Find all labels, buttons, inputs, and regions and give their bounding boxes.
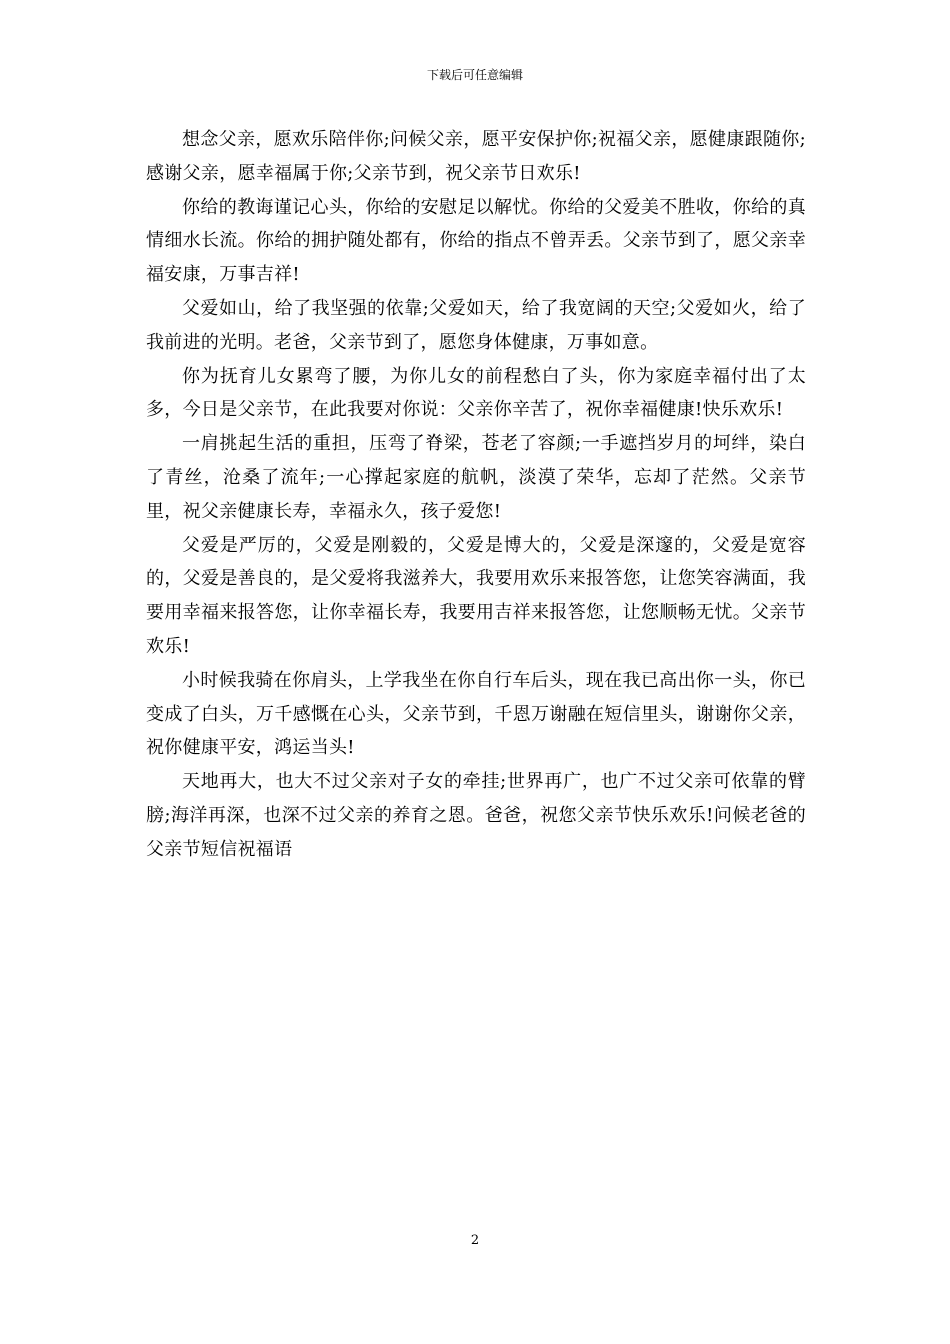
- page-number: 2: [470, 1233, 480, 1248]
- document-body: [146, 123, 806, 867]
- paragraph: 你为抚育儿女累弯了腰，为你儿女的前程愁白了头，你为家庭幸福付出了太多，今日是父亲节，在此我要对你说：父亲你辛苦了，祝你幸福健康!快乐欢乐!: [146, 365, 806, 421]
- paragraph: 想念父亲，愿欢乐陪伴你;问候父亲，愿平安保护你;祝福父亲，愿健康跟随你;感谢父亲，愿幸福属于你;父亲节到，祝父亲节日欢乐!: [146, 129, 806, 184]
- paragraph: 一肩挑起生活的重担，压弯了脊梁，苍老了容颜;一手遮挡岁月的坷绊，染白了青丝，沧桑了流年;一心撑起家庭的航帆，淡漠了荣华，忘却了茫然。父亲节里，祝父亲健康长寿，幸福永久，孩子爱您!: [146, 433, 806, 522]
- paragraph: 父爱是严厉的，父爱是刚毅的，父爱是博大的，父爱是深邃的，父爱是宽容的，父爱是善良的，是父爱将我滋养大，我要用欢乐来报答您，让您笑容满面，我要用幸福来报答您，让你幸福长寿，我要用吉祥来报答您，让您顺畅无忧。父亲节欢乐!: [146, 534, 806, 657]
- paragraph: 你给的教诲谨记心头，你给的安慰足以解忧。你给的父爱美不胜收，你给的真情细水长流。你给的拥护随处都有，你给的指点不曾弄丢。父亲节到了，愿父亲幸福安康，万事吉祥!: [146, 196, 806, 286]
- paragraph: 父爱如山，给了我坚强的依靠;父爱如天，给了我宽阔的天空;父爱如火，给了我前进的光明。老爸，父亲节到了，愿您身体健康，万事如意。: [146, 297, 806, 353]
- paragraph: 小时候我骑在你肩头，上学我坐在你自行车后头，现在我已高出你一头，你已变成了白头，万千感慨在心头，父亲节到，千恩万谢融在短信里头，谢谢你父亲，祝你健康平安，鸿运当头!: [146, 669, 806, 759]
- paragraph: 天地再大，也大不过父亲对子女的牵挂;世界再广，也广不过父亲可依靠的臂膀;海洋再深，也深不过父亲的养育之恩。爸爸，祝您父亲节快乐欢乐!问候老爸的父亲节短信祝福语: [146, 771, 806, 860]
- page-header: 下载后可任意编辑: [426, 68, 523, 82]
